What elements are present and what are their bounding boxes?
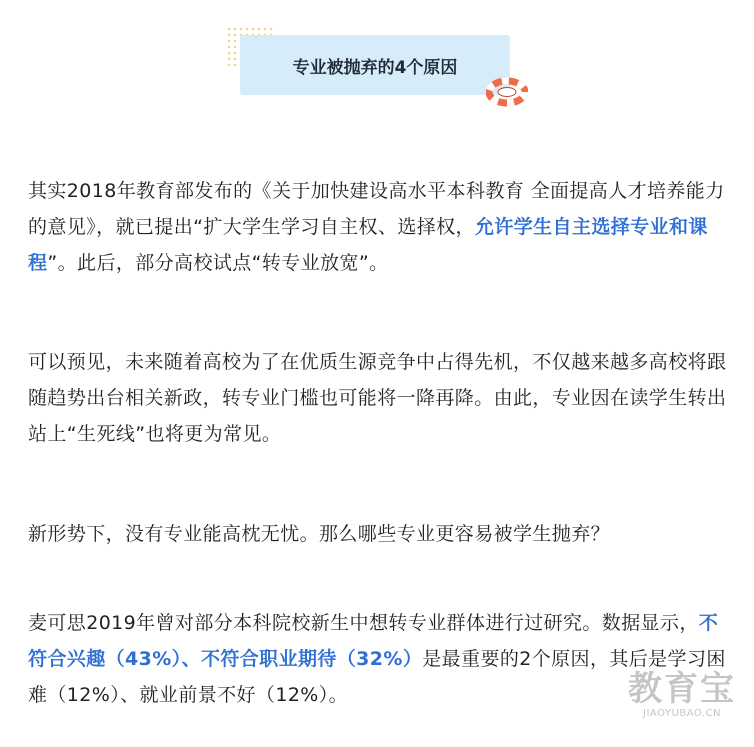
watermark-main: 教育宝 <box>628 669 736 709</box>
watermark-logo <box>622 670 742 730</box>
paragraph-2 <box>28 344 728 452</box>
paragraph-2-text: 可以预见，未来随着高校为了在优质生源竞争中占得先机，不仅越来越多高校将跟随趋势出台相关新政，转专业门槛也可能将一降再降。由此，专业因在读学生转出站上“生死线”也将更为常见。 <box>28 351 727 445</box>
life-ring-icon <box>486 77 528 107</box>
paragraph-1-highlight: 允许学生自主选择专业和课程 <box>28 216 708 274</box>
paragraph-1 <box>28 173 728 281</box>
paragraph-3 <box>28 516 728 552</box>
paragraph-3-text: 新形势下，没有专业能高枕无忧。那么哪些专业更容易被学生抛弃？ <box>28 523 611 545</box>
section-title: 专业被抛弃的4个原因 <box>292 57 458 78</box>
paragraph-4-highlight: 不符合兴趣（43%）、不符合职业期待（32%） <box>28 612 719 670</box>
paragraph-4-text-a: 麦可思2019年曾对部分本科院校新生中想转专业群体进行过研究。数据显示， <box>28 612 699 634</box>
paragraph-4-text-b: 是最重要的2个原因，其后是学习困难（12%）、就业前景不好（12%）。 <box>28 648 726 706</box>
watermark-sub: JIAOYUBAO.CN <box>643 708 721 719</box>
section-title-box <box>240 35 510 95</box>
paragraph-1-text-b: ”。此后，部分高校试点“转专业放宽”。 <box>47 252 389 274</box>
paragraph-1-text-a: 其实2018年教育部发布的《关于加快建设高水平本科教育 全面提高人才培养能力的意见》，就已提出“扩大学生学习自主权、选择权， <box>28 180 725 238</box>
